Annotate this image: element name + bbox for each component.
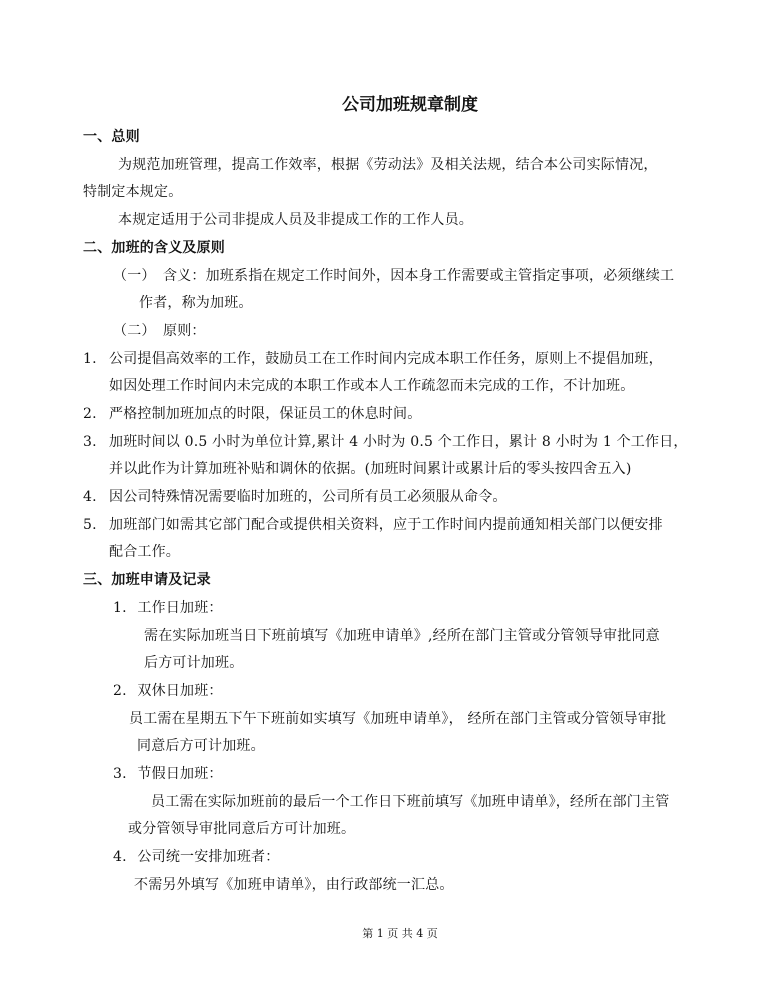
subsection-holiday: 3. 节假日加班：: [113, 766, 223, 782]
paragraph-scope: 本规定适用于公司非提成人员及非提成工作的工作人员。: [118, 212, 473, 228]
holiday-line2: 或分管领导审批同意后方可计加班。: [128, 821, 356, 837]
unified-line1: 不需另外填写《加班申请单》，由行政部统一汇总。: [134, 877, 454, 893]
list-item-continuation: 并以此作为计算加班补贴和调休的依据。(加班时间累计或累计后的零头按四舍五入): [109, 461, 632, 477]
weekend-line1: 员工需在星期五下午下班前如实填写《加班申请单》， 经所在部门主管或分管领导审批: [129, 711, 667, 727]
section-heading-general: 一、总则: [83, 129, 140, 145]
section-heading-meaning: 二、加班的含义及原则: [83, 240, 225, 256]
list-item-continuation: 如因处理工作时间内未完成的本职工作或本人工作疏忽而未完成的工作，不计加班。: [109, 378, 635, 394]
item-marker-1: （一）: [113, 268, 156, 284]
list-item: 5. 加班部门如需其它部门配合或提供相关资料，应于工作时间内提前通知相关部门以便安排: [83, 517, 663, 533]
list-item: 4. 因公司特殊情况需要临时加班的，公司所有员工必须服从命令。: [83, 489, 507, 505]
page-footer: 第 1 页 共 4 页: [362, 927, 438, 940]
paragraph-purpose-line2: 特制定本规定。: [83, 184, 183, 200]
workday-line2: 后方可计加班。: [144, 655, 244, 671]
list-item-continuation: 配合工作。: [109, 544, 180, 560]
definition-line1: 含义：加班系指在规定工作时间外，因本身工作需要或主管指定事项，必须继续工: [163, 268, 675, 284]
principles-label: 原则：: [163, 323, 206, 339]
weekend-line2: 同意后方可计加班。: [137, 738, 265, 754]
subsection-unified: 4. 公司统一安排加班者：: [113, 849, 280, 865]
list-item: 2. 严格控制加班加点的时限，保证员工的休息时间。: [83, 406, 422, 422]
section-heading-application: 三、加班申请及记录: [83, 572, 211, 588]
document-title: 公司加班规章制度: [342, 95, 478, 115]
list-item: 1. 公司提倡高效率的工作，鼓励员工在工作时间内完成本职工作任务，原则上不提倡加班，: [83, 351, 663, 367]
workday-line1: 需在实际加班当日下班前填写《加班申请单》,经所在部门主管或分管领导审批同意: [144, 628, 660, 644]
item-marker-2: （二）: [113, 323, 156, 339]
subsection-weekend: 2. 双休日加班：: [113, 683, 223, 699]
paragraph-purpose-line1: 为规范加班管理，提高工作效率，根据《劳动法》及相关法规，结合本公司实际情况，: [118, 157, 658, 173]
subsection-workday: 1. 工作日加班：: [113, 600, 223, 616]
definition-line2: 作者，称为加班。: [139, 295, 253, 311]
list-item: 3. 加班时间以 0.5 小时为单位计算,累计 4 小时为 0.5 个工作日，累计 8 小时为 1 个工作日，: [83, 434, 688, 450]
holiday-line1: 员工需在实际加班前的最后一个工作日下班前填写《加班申请单》，经所在部门主管: [151, 794, 670, 810]
